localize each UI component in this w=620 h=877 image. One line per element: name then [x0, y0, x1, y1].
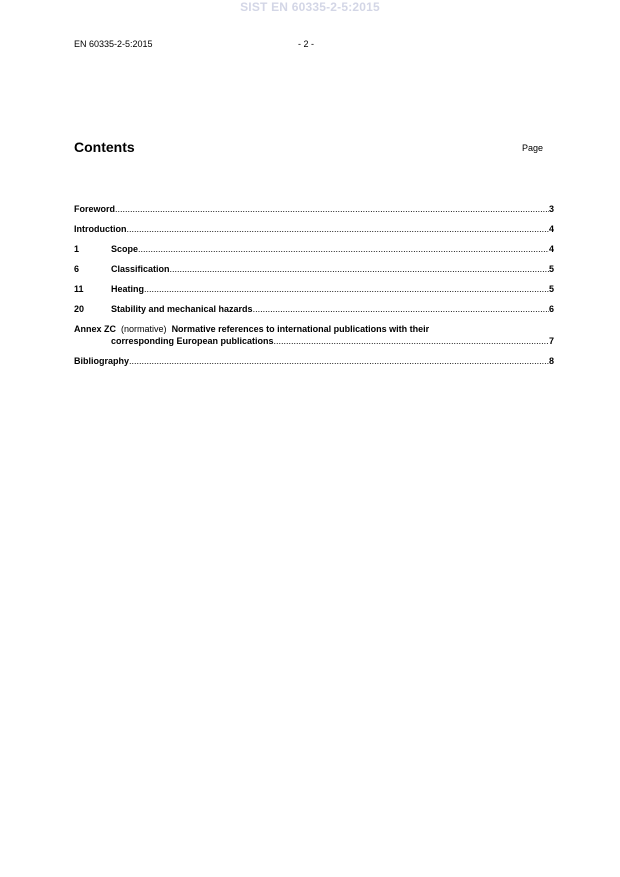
annex-label: Annex ZC: [74, 324, 117, 334]
dot-leader: [115, 203, 549, 215]
dot-leader: [127, 223, 549, 235]
toc-entry-page: 5: [548, 284, 554, 294]
dot-leader: [274, 335, 549, 347]
table-of-contents: [74, 203, 554, 375]
toc-entry-page: 8: [548, 356, 554, 366]
page-column-label: Page: [522, 143, 544, 153]
dot-leader: [129, 355, 549, 367]
annex-title-line2: corresponding European publications: [111, 336, 274, 346]
toc-entry-title: Heating: [111, 284, 145, 294]
toc-entry-heating[interactable]: [74, 283, 554, 295]
toc-entry-number: 20: [74, 304, 85, 314]
page-number: - 2 -: [298, 39, 315, 49]
toc-entry-title: Scope: [111, 244, 139, 254]
toc-entry-title: Stability and mechanical hazards: [111, 304, 253, 314]
toc-entry-bibliography[interactable]: [74, 355, 554, 367]
toc-entry-page: 4: [548, 244, 554, 254]
annex-type: (normative): [121, 324, 167, 334]
annex-title-line1: Normative references to international publications with their: [171, 324, 430, 334]
document-id: EN 60335-2-5:2015: [74, 39, 153, 49]
toc-entry-stability[interactable]: [74, 303, 554, 315]
toc-entry-page: 4: [548, 224, 554, 234]
toc-entry-page: 3: [548, 204, 554, 214]
toc-entry-title: Foreword: [74, 204, 116, 214]
toc-entry-scope[interactable]: [74, 243, 554, 255]
toc-entry-annex-zc[interactable]: [74, 323, 554, 347]
toc-entry-title: Classification: [111, 264, 170, 274]
toc-entry-number: 6: [74, 264, 80, 274]
toc-entry-page: 7: [548, 336, 554, 346]
toc-entry-title: Introduction: [74, 224, 127, 234]
toc-entry-number: 11: [74, 284, 84, 294]
toc-entry-foreword[interactable]: [74, 203, 554, 215]
toc-entry-number: 1: [74, 244, 80, 254]
toc-entry-classification[interactable]: [74, 263, 554, 275]
dot-leader: [170, 263, 549, 275]
toc-entry-title: Bibliography: [74, 356, 130, 366]
dot-leader: [144, 283, 549, 295]
contents-title: Contents: [74, 139, 135, 155]
dot-leader: [253, 303, 549, 315]
dot-leader: [138, 243, 549, 255]
toc-entry-page: 6: [548, 304, 554, 314]
toc-entry-introduction[interactable]: [74, 223, 554, 235]
watermark: SIST EN 60335-2-5:2015: [240, 0, 380, 14]
toc-entry-page: 5: [548, 264, 554, 274]
